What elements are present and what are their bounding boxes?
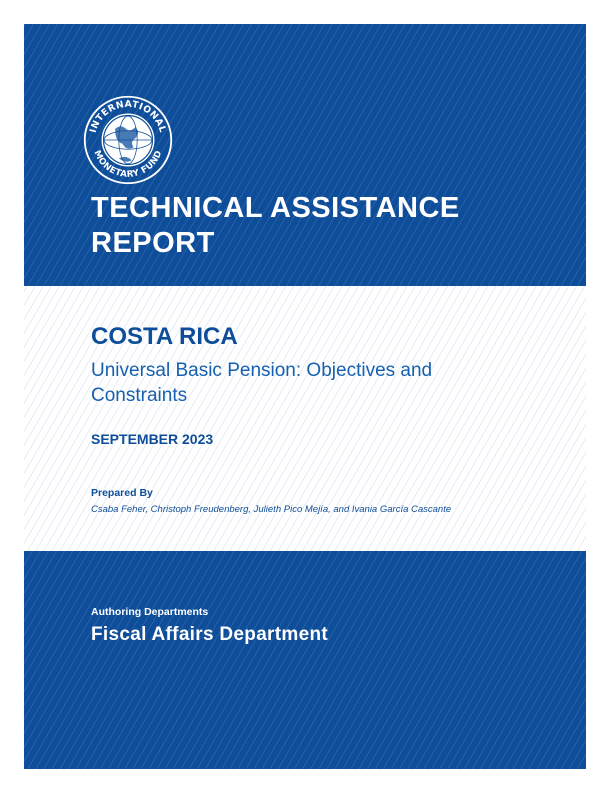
report-cover [24, 24, 586, 769]
cover-top-band [24, 24, 586, 286]
svg-text:INTERNATIONAL: INTERNATIONAL [87, 98, 169, 135]
title-line-1: TECHNICAL ASSISTANCE [91, 192, 460, 224]
prepared-by-label: Prepared By [91, 487, 153, 499]
report-type-title [91, 191, 460, 261]
country-title: COSTA RICA [91, 323, 238, 350]
subtitle-line-1: Universal Basic Pension: Objectives and [91, 360, 433, 381]
title-line-2: REPORT [91, 227, 215, 259]
svg-text:MONETARY FUND: MONETARY FUND [91, 149, 165, 180]
subtitle-line-2: Constraints [91, 385, 188, 406]
authoring-departments-label: Authoring Departments [91, 606, 209, 618]
report-date: SEPTEMBER 2023 [91, 431, 214, 447]
department-name: Fiscal Affairs Department [91, 624, 328, 645]
authors-list: Csaba Feher, Christoph Freudenberg, Julieth Pico Mejía, and Ivania García Cascante [91, 504, 452, 515]
report-subtitle [91, 358, 531, 408]
imf-seal-icon [82, 94, 174, 186]
cover-bottom-band [24, 551, 586, 769]
